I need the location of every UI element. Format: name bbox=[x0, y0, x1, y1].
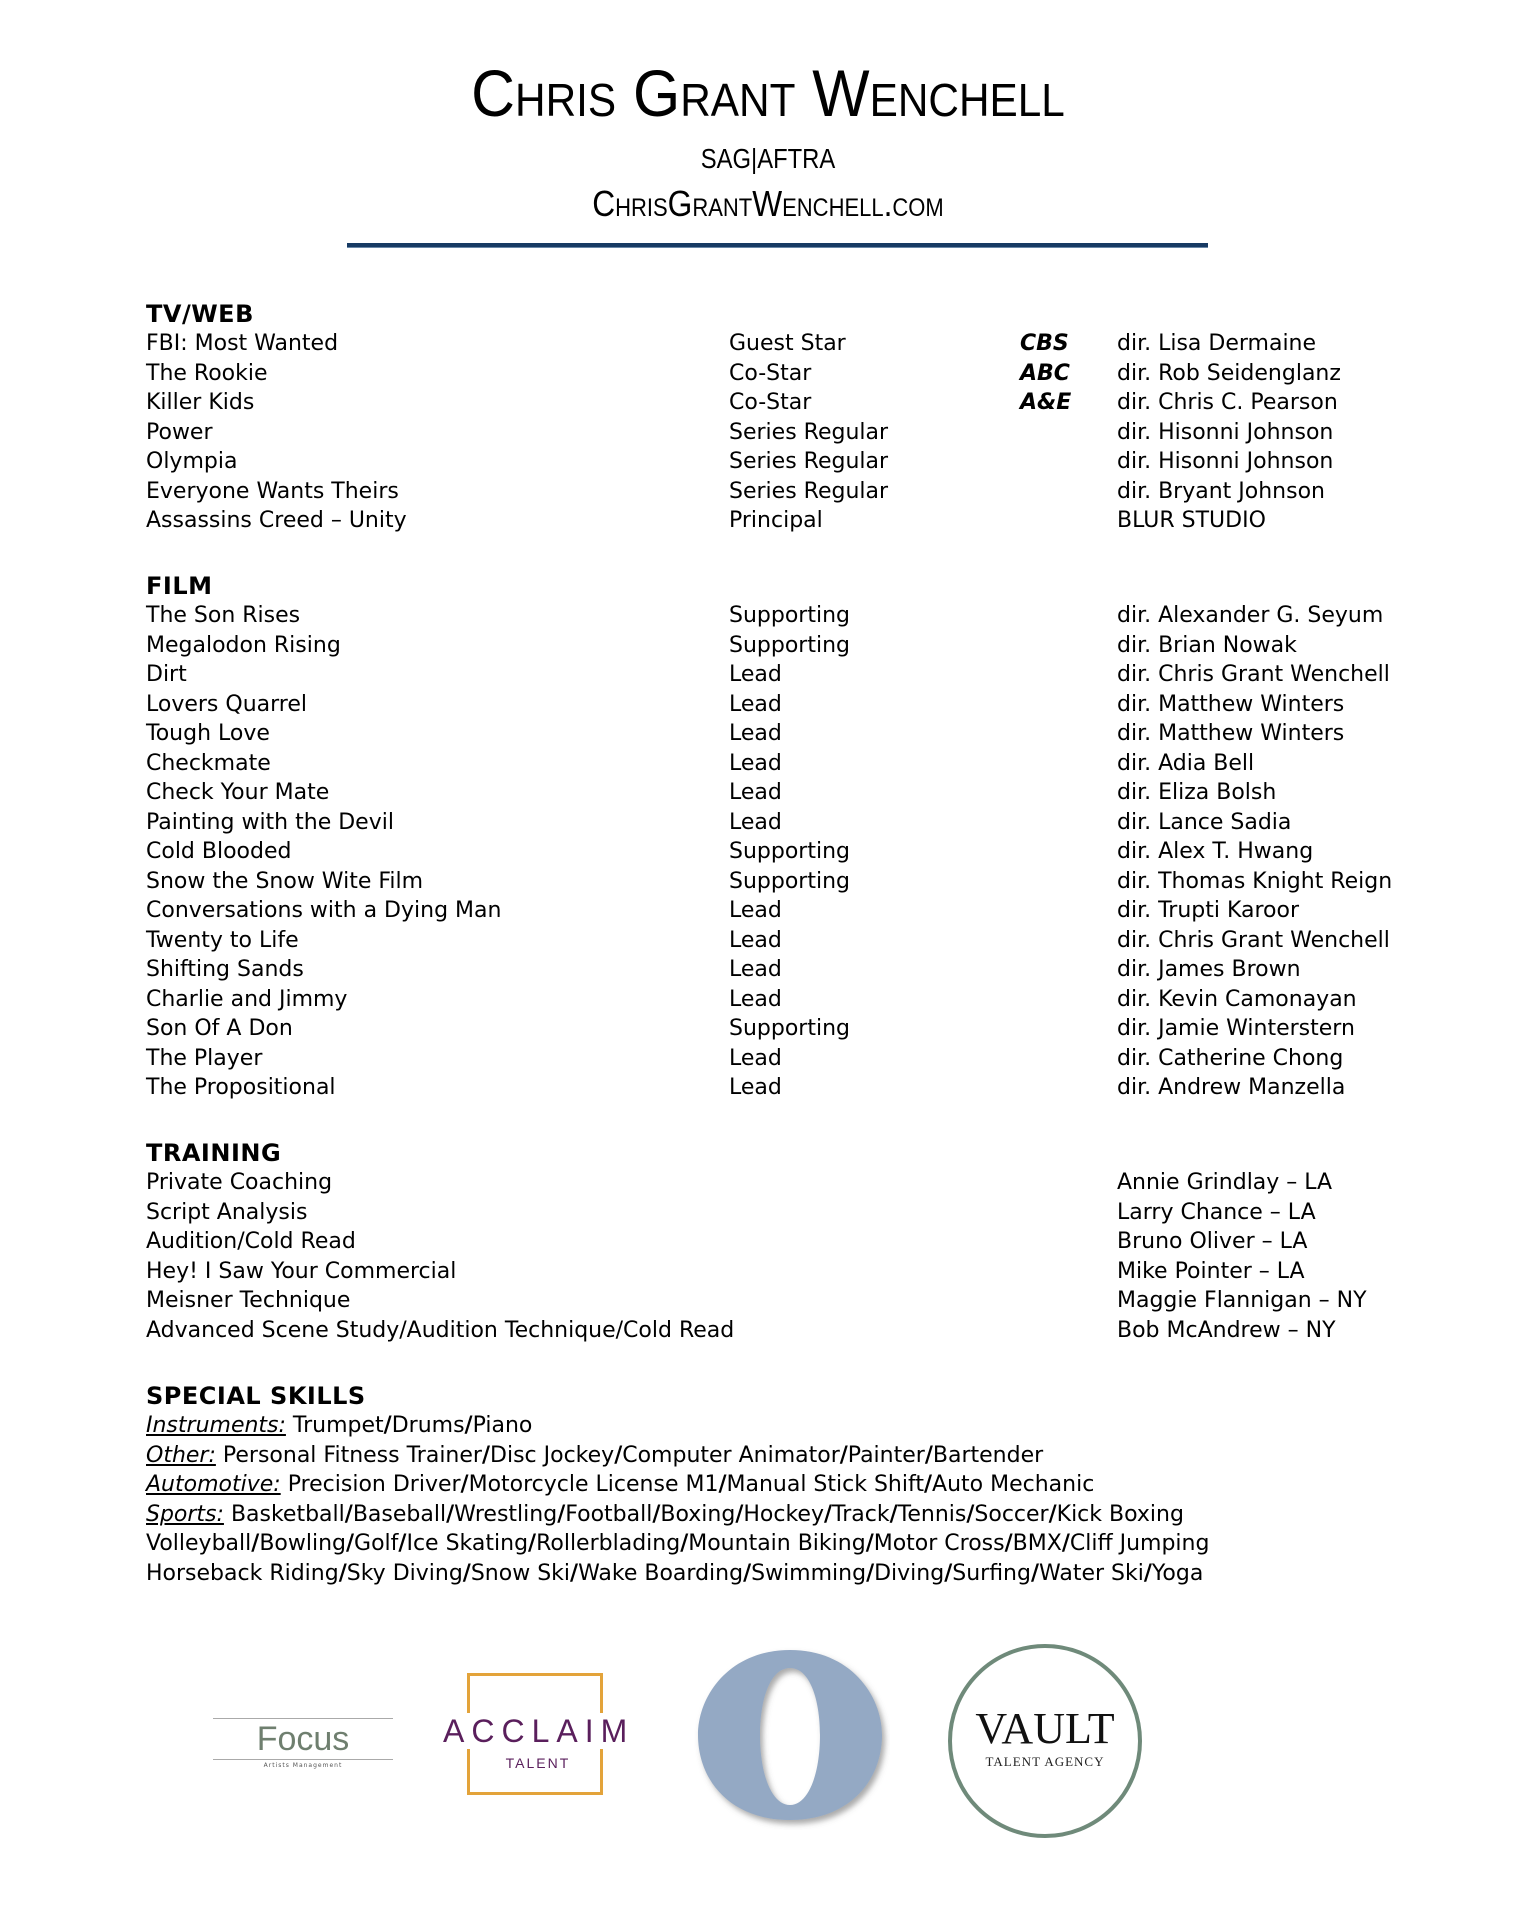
credit-title: FBI: Most Wanted bbox=[146, 331, 339, 356]
separator: / bbox=[446, 1501, 455, 1527]
credit-row bbox=[146, 1044, 1446, 1074]
credit-title: Son Of A Don bbox=[146, 1016, 293, 1041]
credit-title: Private Coaching bbox=[146, 1170, 333, 1195]
credit-title: Power bbox=[146, 419, 213, 445]
training-section bbox=[146, 1138, 1446, 1345]
skill-category: Sports: bbox=[146, 1501, 224, 1527]
skill-item: Hockey bbox=[743, 1501, 824, 1527]
acclaim-logo bbox=[443, 1673, 633, 1793]
credit-row bbox=[146, 418, 1446, 448]
credit-title: Megalodon Rising bbox=[146, 632, 341, 658]
credit-row bbox=[146, 601, 1446, 631]
vault-logo bbox=[948, 1644, 1142, 1838]
credit-director: dir. Bryant Johnson bbox=[1117, 478, 1325, 504]
credit-director: dir. Alex T. Hwang bbox=[1117, 839, 1314, 864]
skill-line bbox=[146, 1559, 1446, 1589]
credit-title: Olympia bbox=[146, 449, 238, 474]
credit-title: Hey! I Saw Your Commercial bbox=[146, 1258, 457, 1284]
separator: / bbox=[924, 1442, 933, 1468]
credit-role: Lead bbox=[729, 957, 782, 982]
separator: / bbox=[1048, 1501, 1057, 1527]
separator: / bbox=[398, 1531, 407, 1556]
skill-line bbox=[146, 1441, 1446, 1471]
credit-network: A&E bbox=[1020, 390, 1072, 415]
credit-row bbox=[146, 1198, 1446, 1228]
skill-item: Ice Skating bbox=[406, 1531, 529, 1556]
credit-row bbox=[146, 1014, 1446, 1044]
credit-title: Script Analysis bbox=[146, 1199, 308, 1225]
skill-item: Soccer bbox=[974, 1501, 1049, 1527]
credit-director: dir. Kevin Camonayan bbox=[1117, 986, 1357, 1012]
vault-logo-sub: TALENT AGENCY bbox=[985, 1754, 1105, 1769]
skill-item: Computer Animator bbox=[622, 1442, 840, 1468]
skill-item: BMX bbox=[1012, 1531, 1062, 1556]
section-title: FILM bbox=[146, 572, 213, 600]
credit-title: The Son Rises bbox=[146, 603, 301, 628]
o-logo-mark bbox=[690, 1640, 890, 1830]
credit-title: The Rookie bbox=[146, 360, 268, 386]
credit-director: dir. Chris Grant Wenchell bbox=[1117, 662, 1390, 687]
credit-director: dir. Matthew Winters bbox=[1117, 691, 1345, 717]
credit-network: CBS bbox=[1020, 331, 1069, 356]
separator: / bbox=[1004, 1531, 1013, 1556]
separator: / bbox=[338, 1560, 347, 1586]
separator: / bbox=[1061, 1531, 1070, 1556]
separator: / bbox=[528, 1531, 537, 1556]
credit-role: Principal bbox=[729, 508, 823, 533]
credit-role: Lead bbox=[729, 986, 782, 1012]
skill-item: Horseback Riding bbox=[146, 1560, 339, 1586]
skill-item: Yoga bbox=[1151, 1560, 1204, 1586]
skill-item: Baseball bbox=[352, 1501, 447, 1527]
skill-item: Auto Mechanic bbox=[932, 1472, 1095, 1497]
credit-director: dir. Hisonni Johnson bbox=[1117, 419, 1334, 445]
credit-role: Supporting bbox=[729, 839, 850, 864]
skill-line bbox=[146, 1411, 1446, 1441]
skill-item: Disc Jockey bbox=[490, 1442, 615, 1468]
skill-item: Motorcycle License M1 bbox=[468, 1472, 719, 1497]
credit-title: Twenty to Life bbox=[146, 927, 299, 953]
separator: / bbox=[1030, 1560, 1040, 1586]
credit-title: Assassins Creed – Unity bbox=[146, 508, 407, 533]
credit-title: Checkmate bbox=[146, 750, 271, 776]
actor-name: Chris Grant Wenchell bbox=[471, 56, 1065, 130]
separator: / bbox=[346, 1531, 355, 1556]
skill-item: Precision Driver bbox=[287, 1472, 461, 1497]
credit-title: Conversations with a Dying Man bbox=[146, 898, 502, 923]
credit-row bbox=[146, 477, 1446, 507]
credit-director: Bob McAndrew – NY bbox=[1117, 1317, 1336, 1343]
credit-row bbox=[146, 808, 1446, 838]
credit-row bbox=[146, 1316, 1446, 1346]
credit-director: dir. Rob Seidenglanz bbox=[1117, 360, 1341, 386]
website-link[interactable]: ChrisGrantWenchell.com bbox=[592, 183, 944, 224]
credit-director: Larry Chance – LA bbox=[1117, 1199, 1316, 1225]
skill-item: Boxing bbox=[660, 1501, 736, 1527]
credit-title: Tough Love bbox=[146, 721, 270, 746]
skill-category: Other: bbox=[146, 1442, 216, 1468]
separator: / bbox=[464, 1413, 473, 1438]
separator: / bbox=[614, 1442, 623, 1468]
credit-network: ABC bbox=[1020, 360, 1070, 386]
separator: / bbox=[743, 1560, 752, 1586]
skill-item: Personal Fitness Trainer bbox=[222, 1442, 482, 1468]
separator: / bbox=[866, 1560, 875, 1586]
credit-title: Cold Blooded bbox=[146, 839, 292, 864]
credit-title: The Propositional bbox=[146, 1075, 336, 1100]
vault-logo-text: VAULT bbox=[975, 1704, 1115, 1753]
credit-role: Series Regular bbox=[729, 419, 889, 445]
focus-logo bbox=[213, 1718, 393, 1778]
skill-item: Kick Boxing bbox=[1056, 1501, 1184, 1527]
credit-title: Advanced Scene Study/Audition Technique/Cold Read bbox=[146, 1317, 735, 1343]
credit-row bbox=[146, 867, 1446, 897]
credit-role: Supporting bbox=[729, 603, 850, 628]
separator: / bbox=[460, 1472, 469, 1497]
skill-item: Track bbox=[832, 1501, 890, 1527]
skill-line bbox=[146, 1529, 1446, 1559]
credit-row bbox=[146, 1168, 1446, 1198]
credit-role: Supporting bbox=[729, 632, 850, 658]
focus-logo-sub: Artists Management bbox=[263, 1762, 343, 1769]
separator: / bbox=[823, 1501, 833, 1527]
skill-item: Volleyball bbox=[146, 1531, 252, 1556]
credit-title: Everyone Wants Theirs bbox=[146, 478, 399, 504]
credit-role: Supporting bbox=[729, 1016, 850, 1041]
union-affiliation: SAG|AFTRA bbox=[700, 143, 836, 174]
credit-director: Maggie Flannigan – NY bbox=[1117, 1288, 1367, 1313]
separator: / bbox=[966, 1501, 975, 1527]
skill-item: Painter bbox=[847, 1442, 925, 1468]
credit-title: Check Your Mate bbox=[146, 780, 330, 805]
credit-row bbox=[146, 778, 1446, 808]
credit-row bbox=[146, 1073, 1446, 1103]
credit-row bbox=[146, 749, 1446, 779]
skill-item: Bowling bbox=[259, 1531, 346, 1556]
credit-title: Snow the Snow Wite Film bbox=[146, 868, 424, 894]
skill-item: Trumpet bbox=[292, 1413, 384, 1438]
credit-director: dir. Matthew Winters bbox=[1117, 721, 1345, 746]
film-section bbox=[146, 571, 1446, 1103]
skill-item: Surfing bbox=[952, 1560, 1031, 1586]
skill-item: Wake Boarding bbox=[578, 1560, 744, 1586]
skill-item: Basketball bbox=[230, 1501, 345, 1527]
section-title: TRAINING bbox=[146, 1139, 282, 1167]
credit-row bbox=[146, 359, 1446, 389]
skill-item: Football bbox=[565, 1501, 653, 1527]
credit-role: Co-Star bbox=[729, 360, 812, 386]
credit-title: Audition/Cold Read bbox=[146, 1229, 356, 1254]
credit-director: Mike Pointer – LA bbox=[1117, 1258, 1305, 1284]
credit-row bbox=[146, 896, 1446, 926]
credit-role: Lead bbox=[729, 1045, 782, 1071]
credit-role: Guest Star bbox=[729, 331, 846, 356]
credit-title: Painting with the Devil bbox=[146, 809, 394, 835]
credit-director: dir. Adia Bell bbox=[1117, 750, 1255, 776]
credit-row bbox=[146, 631, 1446, 661]
credit-director: dir. Alexander G. Seyum bbox=[1117, 603, 1384, 628]
credit-role: Lead bbox=[729, 927, 782, 953]
skill-item: Golf bbox=[354, 1531, 399, 1556]
credit-director: dir. Lisa Dermaine bbox=[1117, 331, 1317, 356]
skill-line bbox=[146, 1470, 1446, 1500]
o-logo bbox=[690, 1640, 890, 1830]
separator: / bbox=[462, 1560, 471, 1586]
credit-role: Supporting bbox=[729, 868, 850, 894]
credit-row bbox=[146, 719, 1446, 749]
special-skills-section bbox=[146, 1381, 1446, 1588]
skill-item: Water Ski bbox=[1039, 1560, 1144, 1586]
credit-role: Lead bbox=[729, 662, 782, 687]
skill-item: Sky Diving bbox=[346, 1560, 463, 1586]
credit-director: dir. Brian Nowak bbox=[1117, 632, 1297, 658]
credit-row bbox=[146, 955, 1446, 985]
tv-web-section bbox=[146, 299, 1446, 536]
credit-row bbox=[146, 1227, 1446, 1257]
credit-row bbox=[146, 926, 1446, 956]
credit-director: dir. Trupti Karoor bbox=[1117, 898, 1300, 923]
skill-category: Automotive: bbox=[146, 1472, 281, 1497]
section-title: TV/WEB bbox=[146, 300, 254, 328]
separator: / bbox=[251, 1531, 260, 1556]
focus-logo-text: Focus bbox=[213, 1718, 393, 1760]
credit-director: dir. Catherine Chong bbox=[1117, 1045, 1344, 1071]
acclaim-logo-text: ACCLAIM bbox=[443, 1713, 635, 1749]
credit-row bbox=[146, 1286, 1446, 1316]
credit-title: Killer Kids bbox=[146, 390, 255, 415]
separator: / bbox=[923, 1472, 933, 1497]
credit-director: BLUR STUDIO bbox=[1117, 508, 1266, 533]
credit-row bbox=[146, 506, 1446, 536]
skill-item: Rollerblading bbox=[536, 1531, 681, 1556]
credit-title: Shifting Sands bbox=[146, 957, 304, 982]
separator: / bbox=[865, 1531, 874, 1556]
skill-item: Mountain Biking bbox=[688, 1531, 866, 1556]
separator: / bbox=[383, 1413, 392, 1438]
skill-item: Swimming bbox=[751, 1560, 867, 1586]
credit-director: dir. Lance Sadia bbox=[1117, 809, 1292, 835]
credit-title: Charlie and Jimmy bbox=[146, 986, 348, 1012]
skill-item: Wrestling bbox=[454, 1501, 558, 1527]
credit-role: Lead bbox=[729, 1075, 782, 1100]
separator: / bbox=[718, 1472, 727, 1497]
skill-item: Snow Ski bbox=[470, 1560, 571, 1586]
credit-director: dir. Chris Grant Wenchell bbox=[1117, 927, 1390, 953]
credit-role: Lead bbox=[729, 750, 782, 776]
separator: / bbox=[889, 1501, 898, 1527]
separator: / bbox=[944, 1560, 953, 1586]
credit-row bbox=[146, 837, 1446, 867]
separator: / bbox=[557, 1501, 566, 1527]
credit-role: Co-Star bbox=[729, 390, 812, 415]
skill-line bbox=[146, 1500, 1446, 1530]
credit-director: dir. Andrew Manzella bbox=[1117, 1075, 1346, 1100]
credit-director: dir. Eliza Bolsh bbox=[1117, 780, 1277, 805]
credit-role: Lead bbox=[729, 898, 782, 923]
credit-director: dir. Chris C. Pearson bbox=[1117, 390, 1338, 415]
credit-title: Lovers Quarrel bbox=[146, 691, 307, 717]
skill-category: Instruments: bbox=[146, 1413, 286, 1438]
credit-role: Series Regular bbox=[729, 449, 889, 474]
credit-role: Lead bbox=[729, 780, 782, 805]
skill-item: Piano bbox=[472, 1413, 533, 1438]
credit-role: Lead bbox=[729, 809, 782, 835]
separator: / bbox=[839, 1442, 848, 1468]
credit-title: The Player bbox=[146, 1045, 263, 1071]
credit-director: Bruno Oliver – LA bbox=[1117, 1229, 1308, 1254]
skill-item: Cliff Jumping bbox=[1069, 1531, 1210, 1556]
credit-row bbox=[146, 660, 1446, 690]
header-divider bbox=[347, 243, 1208, 248]
credit-row bbox=[146, 388, 1446, 418]
credit-row bbox=[146, 329, 1446, 359]
credit-role: Lead bbox=[729, 721, 782, 746]
credit-row bbox=[146, 985, 1446, 1015]
credit-director: dir. Hisonni Johnson bbox=[1117, 449, 1334, 474]
credit-row bbox=[146, 1257, 1446, 1287]
separator: / bbox=[680, 1531, 689, 1556]
skill-item: Tennis bbox=[897, 1501, 967, 1527]
credit-director: dir. James Brown bbox=[1117, 957, 1301, 982]
separator: / bbox=[570, 1560, 579, 1586]
credit-title: Dirt bbox=[146, 662, 187, 687]
credit-role: Lead bbox=[729, 691, 782, 717]
credit-director: Annie Grindlay – LA bbox=[1117, 1170, 1333, 1195]
skill-item: Bartender bbox=[932, 1442, 1044, 1468]
credit-row bbox=[146, 447, 1446, 477]
credit-title: Meisner Technique bbox=[146, 1288, 351, 1313]
credit-director: dir. Thomas Knight Reign bbox=[1117, 868, 1393, 894]
skill-item: Manual Stick Shift bbox=[726, 1472, 924, 1497]
section-title: SPECIAL SKILLS bbox=[146, 1382, 366, 1410]
acclaim-logo-sub: TALENT bbox=[505, 1755, 571, 1771]
separator: / bbox=[481, 1442, 491, 1468]
credit-role: Series Regular bbox=[729, 478, 889, 504]
separator: / bbox=[344, 1501, 353, 1527]
credit-director: dir. Jamie Winterstern bbox=[1117, 1016, 1355, 1041]
separator: / bbox=[735, 1501, 744, 1527]
credit-row bbox=[146, 690, 1446, 720]
separator: / bbox=[652, 1501, 661, 1527]
skill-item: Drums bbox=[391, 1413, 465, 1438]
separator: / bbox=[1143, 1560, 1152, 1586]
skill-item: Motor Cross bbox=[873, 1531, 1005, 1556]
skill-item: Diving bbox=[874, 1560, 945, 1586]
